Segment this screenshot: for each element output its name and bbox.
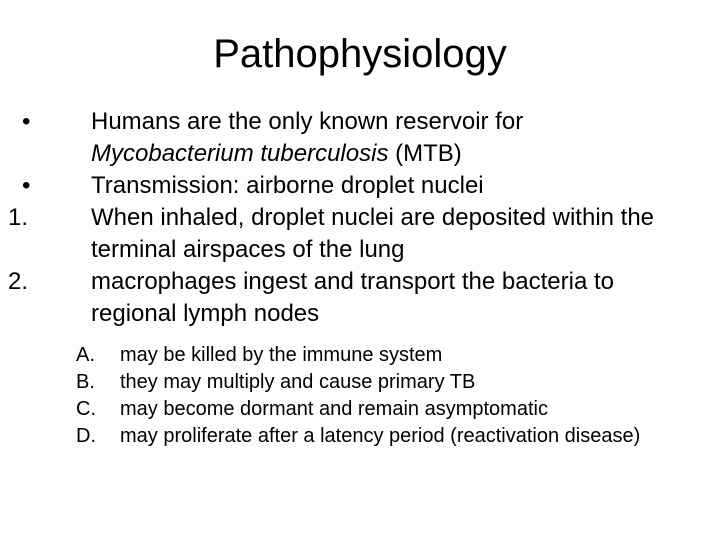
main-bullet-list — [0, 106, 720, 330]
sub-list-item-text: may proliferate after a latency period (reactivation disease) — [120, 425, 641, 447]
list-item-text: macrophages ingest and transport the bacteria to regional lymph nodes — [91, 268, 614, 327]
sub-list-item-text: may be killed by the immune system — [120, 344, 443, 366]
list-item-text: When inhaled, droplet nuclei are deposited within the terminal airspaces of the lung — [91, 204, 655, 263]
slide-title: Pathophysiology — [213, 32, 507, 76]
letter-marker: B. — [76, 371, 95, 393]
letter-marker: C. — [76, 398, 96, 420]
list-item-text-part: (MTB) — [388, 140, 462, 167]
list-item — [0, 202, 720, 266]
sub-list-item-text: they may multiply and cause primary TB — [120, 371, 476, 393]
list-item — [0, 266, 720, 330]
list-item-text — [91, 106, 680, 170]
sub-list-item-text: may become dormant and remain asymptomatic — [120, 398, 548, 420]
sub-list-item — [0, 423, 720, 450]
bullet-marker: • — [22, 108, 31, 135]
sub-list — [0, 342, 720, 450]
list-item-text-part: Humans are the only known reservoir for — [91, 108, 524, 135]
letter-marker: D. — [76, 425, 96, 447]
number-marker: 1. — [8, 204, 29, 231]
sub-list-item — [0, 396, 720, 423]
sub-list-item — [0, 342, 720, 369]
sub-list-item — [0, 369, 720, 396]
list-item — [0, 170, 720, 202]
organism-name: Mycobacterium tuberculosis — [91, 140, 389, 167]
number-marker: 2. — [8, 268, 29, 295]
list-item-text: Transmission: airborne droplet nuclei — [91, 172, 484, 199]
letter-marker: A. — [76, 344, 95, 366]
bullet-marker: • — [22, 172, 31, 199]
list-item — [0, 106, 720, 170]
